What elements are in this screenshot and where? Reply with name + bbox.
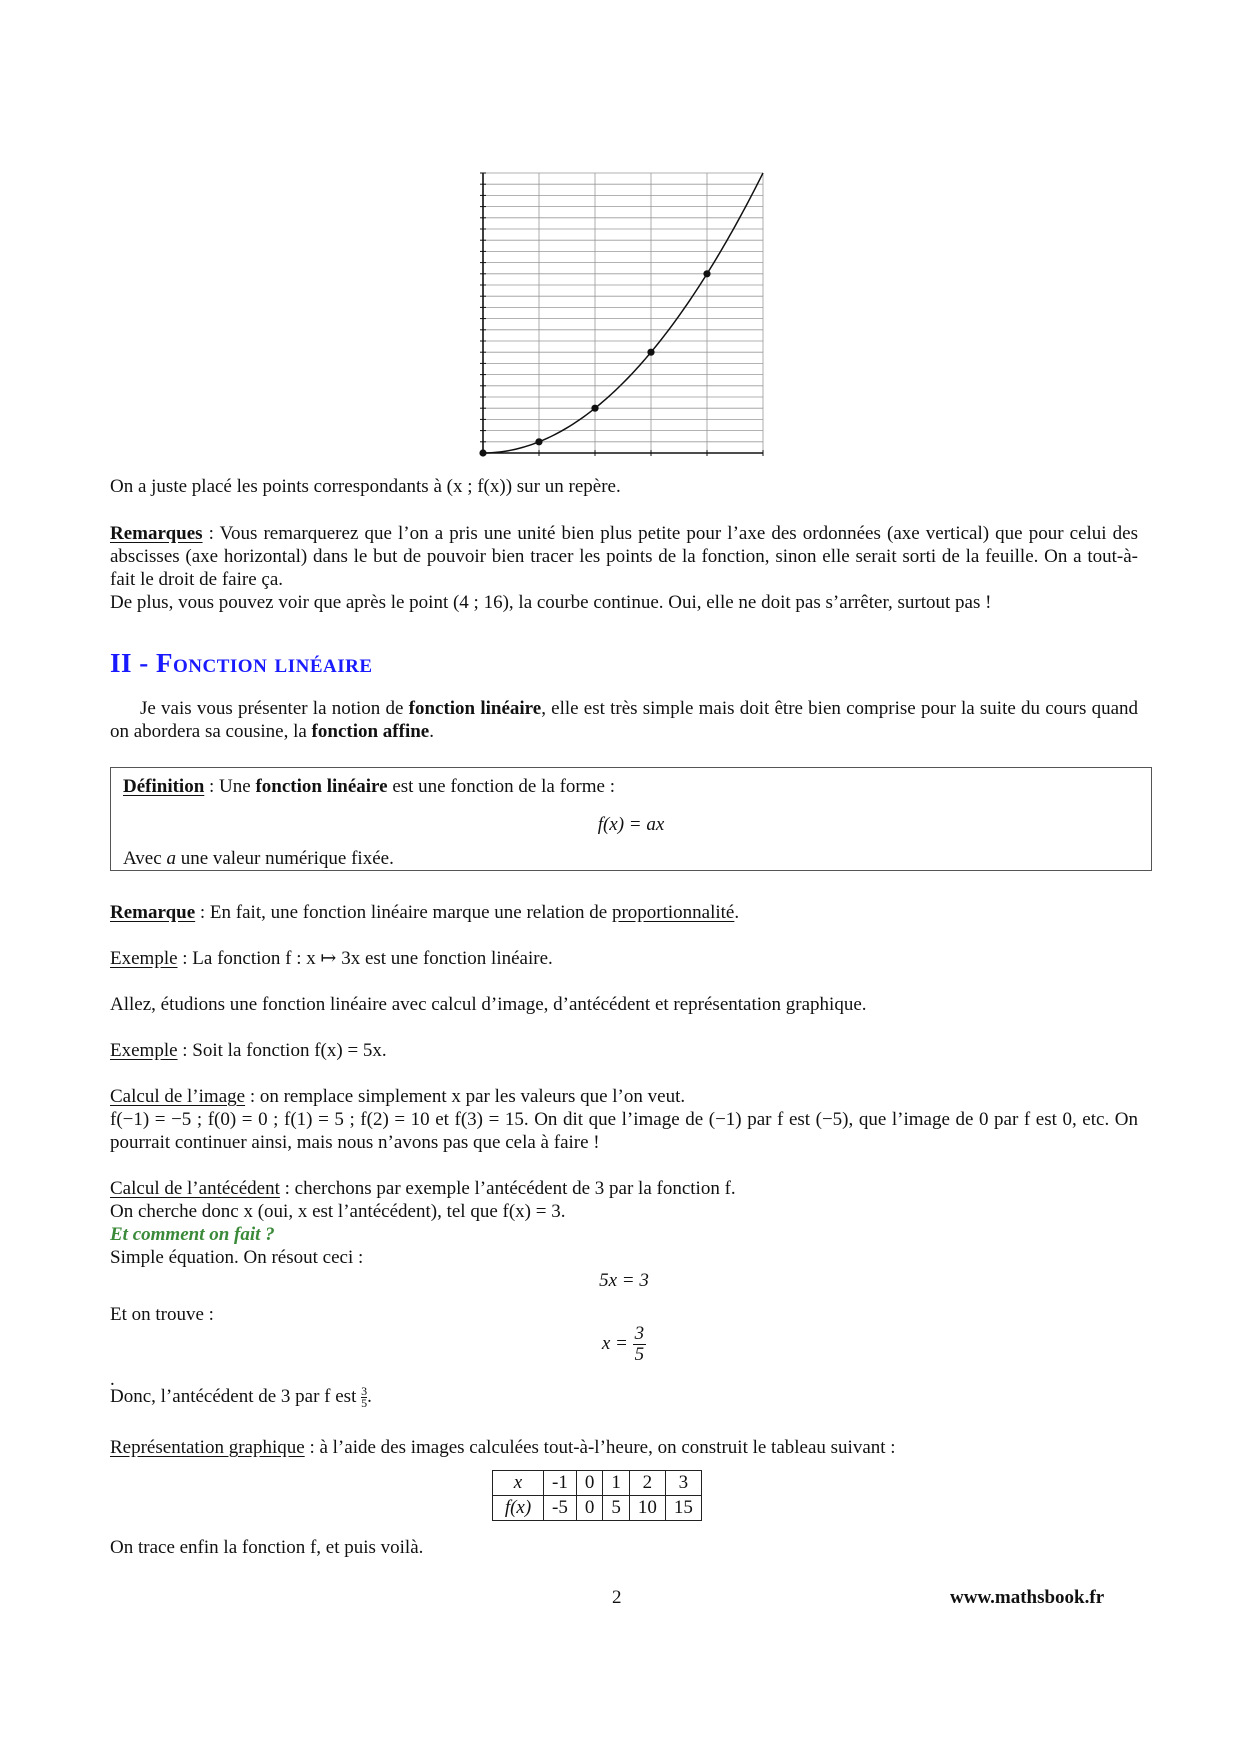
table-cell: 0 bbox=[576, 1496, 603, 1521]
table-cell: 2 bbox=[629, 1471, 665, 1496]
fraction-3-5: $\frac{3}{5}$ bbox=[634, 1323, 645, 1365]
definition-formula: f(x) = ax bbox=[597, 814, 665, 835]
data-point bbox=[479, 449, 486, 456]
site-link[interactable]: www.mathsbook.fr bbox=[950, 1587, 1105, 1608]
dot-line: . bbox=[110, 1369, 115, 1390]
data-point bbox=[535, 438, 542, 445]
section-title: II - Fonction linéaire bbox=[110, 648, 373, 678]
table-row-fx bbox=[493, 1496, 702, 1521]
remarks-label: Remarques bbox=[110, 523, 203, 544]
document-page bbox=[110, 0, 1138, 1754]
intro-paragraph: Je vais vous présenter la notion de fonction linéaire, elle est très simple mais doit être bien comprise pour la suite du cours quand on abordera sa cousine, la fonction affine. bbox=[110, 698, 1139, 742]
table-cell: 10 bbox=[629, 1496, 665, 1521]
question-line: Et comment on fait ? bbox=[110, 1224, 275, 1245]
allez-paragraph: Allez, étudions une fonction linéaire avec calcul d’image, d’antécédent et représentation graphique. bbox=[110, 994, 867, 1015]
proportionnalite-link: proportionnalité bbox=[611, 902, 735, 923]
table-row-x bbox=[493, 1471, 702, 1496]
data-point bbox=[591, 405, 598, 412]
values-table bbox=[492, 1470, 702, 1521]
equation-2: x = $\frac{3}{5}$ bbox=[601, 1323, 645, 1365]
table-head-fx: f(x) bbox=[493, 1496, 544, 1521]
table-head-x: x bbox=[493, 1471, 544, 1496]
table-cell: 15 bbox=[665, 1496, 701, 1521]
definition-text: Définition : Une fonction linéaire est une fonction de la forme : bbox=[123, 776, 615, 797]
antecedent-line4: Et on trouve : bbox=[110, 1304, 214, 1325]
chart-caption: On a juste placé les points correspondants à (x ; f(x)) sur un repère. bbox=[110, 476, 621, 497]
table-cell: 0 bbox=[576, 1471, 603, 1496]
antecedent-line2: On cherche donc x (oui, x est l’antécédent), tel que f(x) = 3. bbox=[110, 1201, 566, 1222]
closing-paragraph: On trace enfin la fonction f, et puis voilà. bbox=[110, 1537, 424, 1558]
table-cell: -1 bbox=[544, 1471, 577, 1496]
remark-paragraph: Remarque : En fait, une fonction linéaire marque une relation de proportionnalité. bbox=[110, 902, 740, 923]
graph-rep-paragraph: Représentation graphique : à l’aide des images calculées tout-à-l’heure, on construit le tableau suivant : bbox=[110, 1437, 896, 1458]
example-1: Exemple : La fonction f : x ↦ 3x est une fonction linéaire. bbox=[110, 948, 553, 969]
table-cell: -5 bbox=[544, 1496, 577, 1521]
table-cell: 1 bbox=[603, 1471, 630, 1496]
antecedent-conclusion: Donc, l’antécédent de 3 par f est $\frac{3}{5}$ . bbox=[110, 1384, 372, 1411]
remarks-paragraph: Remarques : Vous remarquerez que l’on a pris une unité bien plus petite pour l’axe des ordonnées (axe vertical) que pour celui des abscisses (axe horizontal) dans le but de pouvoir bien tracer les points de la fonction, sinon elle serait sorti de la feuille. On a tout-à-fait le droit de faire ça. bbox=[110, 523, 1138, 590]
parabola-chart bbox=[478, 168, 768, 458]
table-cell: 3 bbox=[665, 1471, 701, 1496]
definition-box bbox=[110, 767, 1152, 871]
antecedent-line3: Simple équation. On résout ceci : bbox=[110, 1247, 364, 1268]
example-2: Exemple : Soit la fonction f(x) = 5x. bbox=[110, 1040, 387, 1061]
data-point bbox=[703, 270, 710, 277]
parabola-curve bbox=[483, 173, 763, 453]
antecedent-heading: Calcul de l’antécédent : cherchons par exemple l’antécédent de 3 par la fonction f. bbox=[110, 1178, 736, 1199]
table-cell: 5 bbox=[603, 1496, 630, 1521]
image-calc-body: f(−1) = −5 ; f(0) = 0 ; f(1) = 5 ; f(2) = 10 et f(3) = 15. On dit que l’image de (−1) par f est (−5), que l’image de 0 par f est 0, etc. On pourrait continuer ainsi, mais nous n’avons pas que cela à faire ! bbox=[110, 1109, 1138, 1153]
equation-1: 5x = 3 bbox=[599, 1270, 649, 1291]
remarks-paragraph-2: De plus, vous pouvez voir que après le point (4 ; 16), la courbe continue. Oui, elle ne doit pas s’arrêter, surtout pas ! bbox=[110, 592, 992, 613]
small-fraction: $\frac{3}{5}$ bbox=[361, 1384, 368, 1411]
image-calc-heading: Calcul de l’image : on remplace simplement x par les valeurs que l’on veut. bbox=[110, 1086, 686, 1107]
definition-note: Avec a une valeur numérique fixée. bbox=[123, 848, 394, 869]
page-number: 2 bbox=[612, 1587, 622, 1608]
data-point bbox=[647, 349, 654, 356]
